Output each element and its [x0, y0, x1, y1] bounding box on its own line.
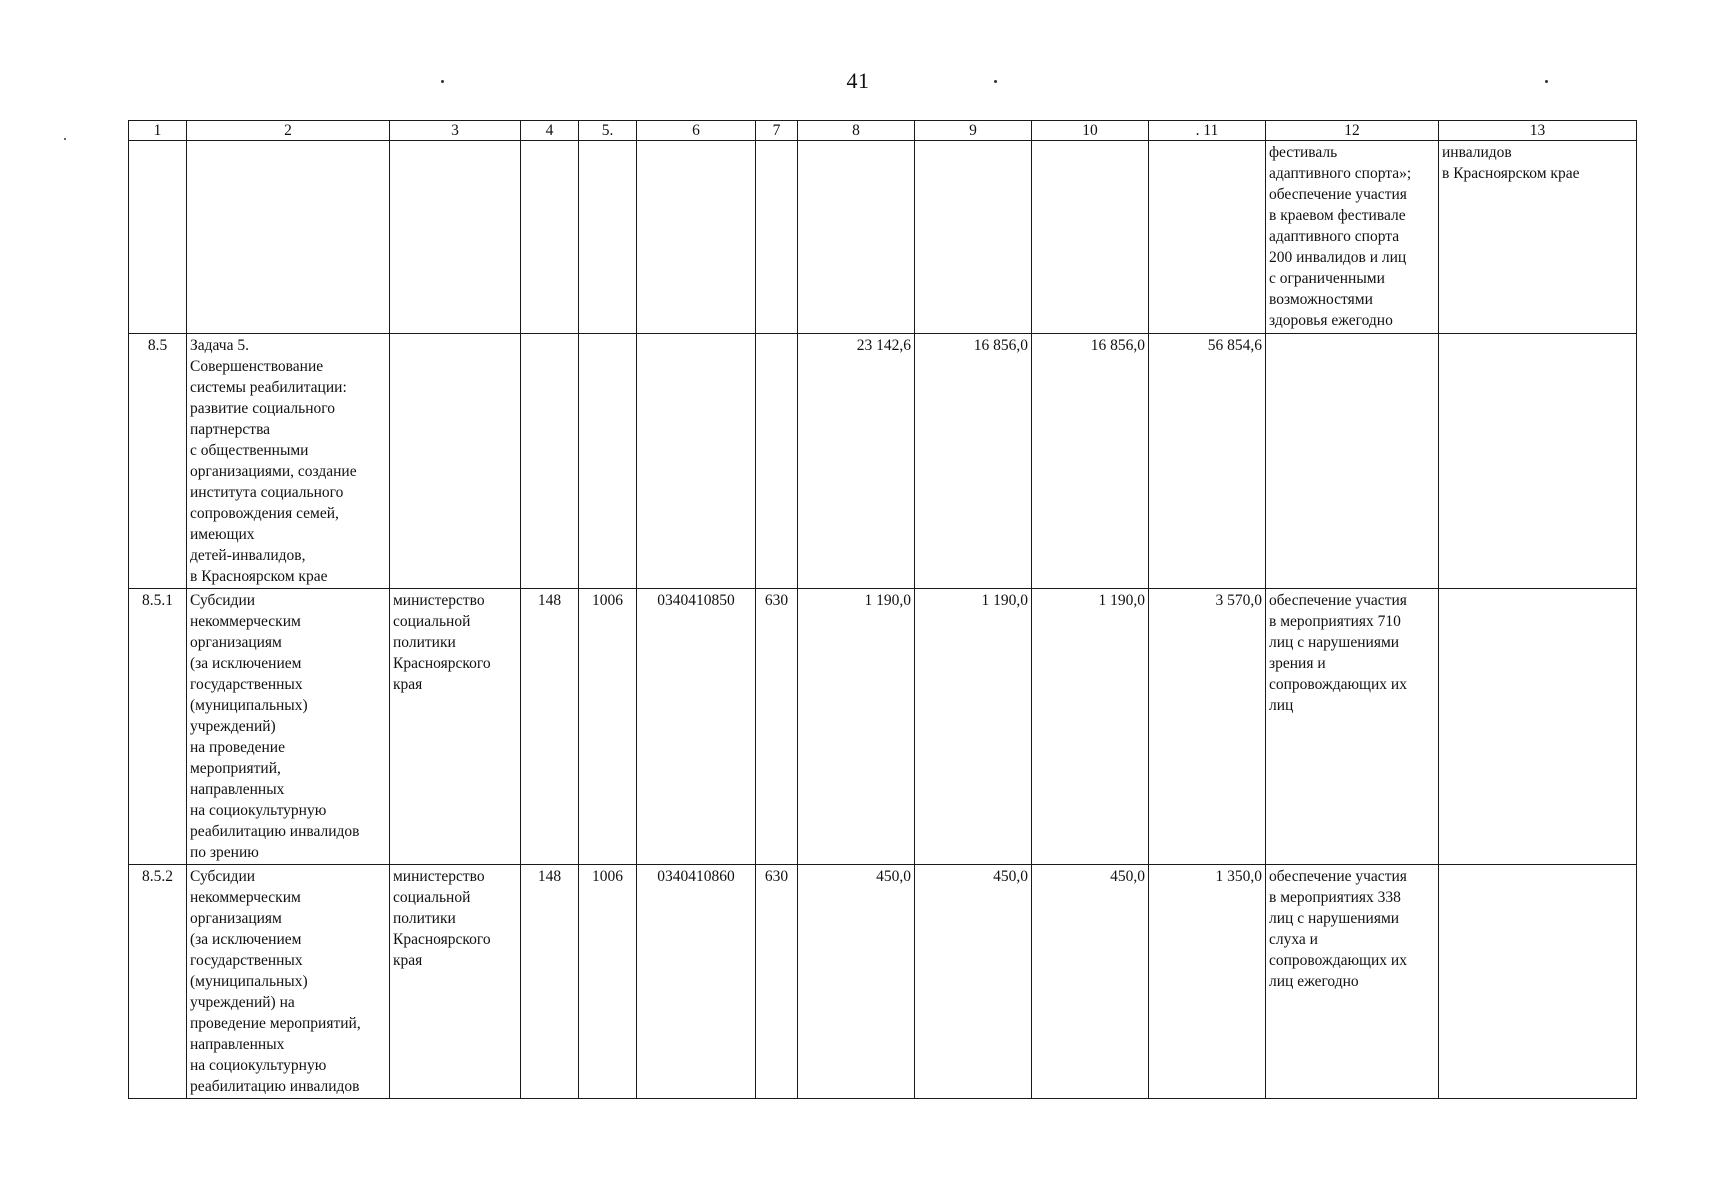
cell-column-13 [1439, 589, 1637, 865]
column-number-row [129, 121, 1637, 141]
cell-executor [390, 141, 521, 334]
column-number: 7 [756, 121, 798, 141]
cell-vr: 630 [756, 589, 798, 865]
cell-description: Задача 5. Совершенствование системы реабилитации: развитие социального партнерства с общественными организациями, создание института социального сопровождения семей, имеющих детей-инвалидов, в Красноярском крае [187, 334, 390, 589]
cell-amount-total [1149, 141, 1266, 334]
column-number: 13 [1439, 121, 1637, 141]
cell-expected-result: обеспечение участия в мероприятиях 338 лиц с нарушениями слуха и сопровождающих их лиц ежегодно [1266, 865, 1439, 1099]
cell-csr [637, 141, 756, 334]
cell-grbs: 148 [521, 865, 579, 1099]
cell-amount-col8: 1 190,0 [798, 589, 915, 865]
scan-speck [994, 80, 997, 83]
cell-csr: 0340410850 [637, 589, 756, 865]
cell-amount-col10: 1 190,0 [1032, 589, 1149, 865]
cell-amount-col9 [915, 141, 1032, 334]
scan-speck [64, 138, 66, 140]
table-row-continuation [129, 141, 1637, 334]
cell-expected-result: фестиваль адаптивного спорта»; обеспечение участия в краевом фестивале адаптивного спорта 200 инвалидов и лиц с ограниченными возможностями здоровья ежегодно [1266, 141, 1439, 334]
cell-csr [637, 334, 756, 589]
cell-grbs [521, 141, 579, 334]
cell-grbs [521, 334, 579, 589]
column-number: 8 [798, 121, 915, 141]
cell-amount-col9: 16 856,0 [915, 334, 1032, 589]
cell-item-number [129, 141, 187, 334]
cell-description [187, 141, 390, 334]
cell-amount-col10: 16 856,0 [1032, 334, 1149, 589]
cell-amount-col9: 450,0 [915, 865, 1032, 1099]
table-row-task-8-5 [129, 334, 1637, 589]
cell-vr [756, 141, 798, 334]
cell-csr: 0340410860 [637, 865, 756, 1099]
cell-description: Субсидии некоммерческим организациям (за исключением государственных (муниципальных) учреждений) на проведение мероприятий, направленных на социокультурную реабилитацию инвалидов [187, 865, 390, 1099]
program-activities-table [128, 120, 1637, 1099]
column-number: 9 [915, 121, 1032, 141]
column-number: 3 [390, 121, 521, 141]
cell-description: Субсидии некоммерческим организациям (за исключением государственных (муниципальных) учреждений) на проведение мероприятий, направленных на социокультурную реабилитацию инвалидов по зрению [187, 589, 390, 865]
table-row-8-5-1 [129, 589, 1637, 865]
table-row-8-5-2 [129, 865, 1637, 1099]
cell-column-13: инвалидов в Красноярском крае [1439, 141, 1637, 334]
cell-item-number: 8.5.2 [129, 865, 187, 1099]
column-number: 12 [1266, 121, 1439, 141]
cell-item-number: 8.5.1 [129, 589, 187, 865]
page-number: 41 [846, 68, 870, 93]
cell-amount-col10: 450,0 [1032, 865, 1149, 1099]
column-number: 2 [187, 121, 390, 141]
cell-amount-col10 [1032, 141, 1149, 334]
cell-rzpr [579, 334, 637, 589]
column-number: 5. [579, 121, 637, 141]
cell-amount-col8 [798, 141, 915, 334]
scan-speck [441, 80, 444, 83]
cell-amount-col9: 1 190,0 [915, 589, 1032, 865]
cell-amount-col8: 23 142,6 [798, 334, 915, 589]
column-number: 4 [521, 121, 579, 141]
cell-expected-result [1266, 334, 1439, 589]
column-number: 10 [1032, 121, 1149, 141]
cell-column-13 [1439, 865, 1637, 1099]
cell-grbs: 148 [521, 589, 579, 865]
cell-amount-total: 56 854,6 [1149, 334, 1266, 589]
scan-speck [1545, 80, 1548, 83]
cell-amount-col8: 450,0 [798, 865, 915, 1099]
cell-column-13 [1439, 334, 1637, 589]
cell-vr: 630 [756, 865, 798, 1099]
cell-executor [390, 334, 521, 589]
cell-rzpr: 1006 [579, 865, 637, 1099]
column-number: . 11 [1149, 121, 1266, 141]
column-number: 6 [637, 121, 756, 141]
cell-rzpr: 1006 [579, 589, 637, 865]
cell-amount-total: 1 350,0 [1149, 865, 1266, 1099]
cell-executor: министерство социальной политики Красноярского края [390, 589, 521, 865]
cell-amount-total: 3 570,0 [1149, 589, 1266, 865]
cell-vr [756, 334, 798, 589]
cell-rzpr [579, 141, 637, 334]
cell-executor: министерство социальной политики Красноярского края [390, 865, 521, 1099]
cell-item-number: 8.5 [129, 334, 187, 589]
cell-expected-result: обеспечение участия в мероприятиях 710 лиц с нарушениями зрения и сопровождающих их лиц [1266, 589, 1439, 865]
column-number: 1 [129, 121, 187, 141]
